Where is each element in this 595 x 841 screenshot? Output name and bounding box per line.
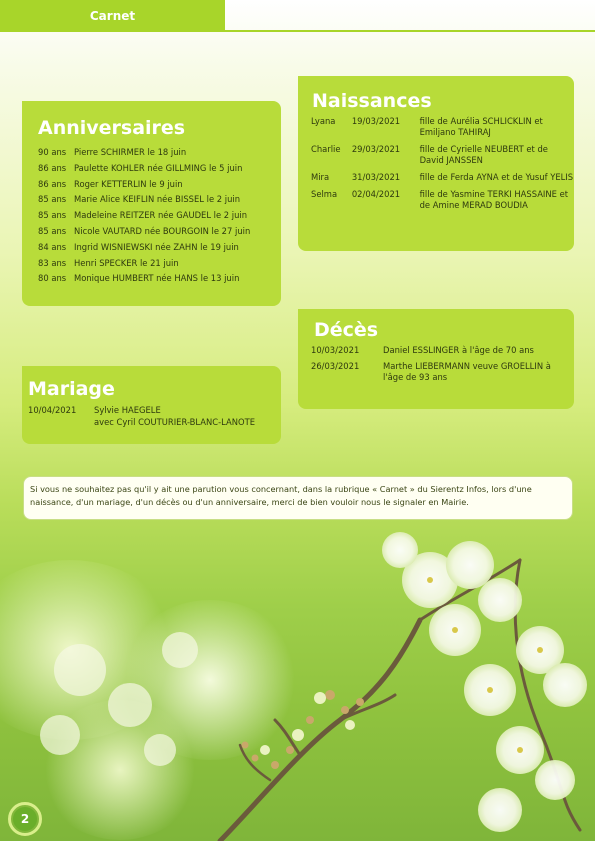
- blossom-branch-photo: [0, 520, 595, 841]
- parents: fille de Cyrielle NEUBERT et de David JANSSEN: [419, 144, 548, 165]
- age: 85 ans: [38, 194, 67, 205]
- birth-date: 29/03/2021: [351, 144, 401, 154]
- birth-date: 02/04/2021: [351, 189, 401, 199]
- list-item: [38, 163, 281, 174]
- entry-text: Paulette KOHLER née GILLMING le 5 juin: [74, 162, 243, 173]
- birth-date: 31/03/2021: [351, 172, 401, 182]
- child-name: Charlie: [311, 144, 341, 154]
- age: 90 ans: [38, 147, 67, 157]
- age: 85 ans: [38, 225, 67, 236]
- mariage-title: Mariage: [28, 378, 115, 400]
- death-date: 26/03/2021: [311, 360, 360, 371]
- naissances-list: [298, 116, 574, 211]
- age: 86 ans: [38, 162, 67, 173]
- list-item: [38, 273, 281, 284]
- spouse-2: avec Cyril COUTURIER-BLANC-LANOTE: [94, 417, 255, 427]
- list-item: [311, 361, 574, 383]
- list-item: [311, 172, 574, 183]
- entry-text: Henri SPECKER le 21 juin: [74, 257, 179, 268]
- notice-text: Si vous ne souhaitez pas qu'il y ait une parution vous concernant, dans la rubrique « Carnet » du Sierentz Infos, lors d'une naissance, d'un mariage, d'un décès ou d'un anniversaire, merci de bien vouloir nous le signaler en Mairie.: [30, 484, 532, 507]
- couple: [94, 404, 255, 428]
- list-item: [311, 189, 574, 211]
- anniversaires-list: [22, 147, 281, 284]
- age: 80 ans: [38, 273, 67, 284]
- anniversaires-box: [22, 101, 281, 306]
- age: 83 ans: [38, 257, 67, 268]
- list-item: [28, 404, 281, 428]
- entry-text: Monique HUMBERT née HANS le 13 juin: [74, 273, 240, 284]
- age: 86 ans: [38, 178, 67, 189]
- list-item: [311, 116, 574, 138]
- list-item: [38, 147, 281, 158]
- child-name: Mira: [311, 172, 330, 182]
- wedding-date: 10/04/2021: [28, 405, 77, 415]
- parents: fille de Ferda AYNA et de Yusuf YELIS: [419, 172, 574, 182]
- list-item: [38, 179, 281, 190]
- list-item: [38, 210, 281, 221]
- entry-text: Pierre SCHIRMER le 18 juin: [74, 147, 187, 157]
- list-item: [38, 194, 281, 205]
- age: 84 ans: [38, 241, 67, 252]
- list-item: [38, 226, 281, 237]
- list-item: [38, 242, 281, 253]
- birth-date: 19/03/2021: [351, 116, 401, 126]
- deces-list: [298, 345, 574, 383]
- anniversaires-title: Anniversaires: [38, 117, 186, 139]
- child-name: Lyana: [311, 116, 336, 126]
- mariage-list: [22, 404, 281, 428]
- entry-text: Roger KETTERLIN le 9 juin: [74, 178, 183, 189]
- entry-text: Nicole VAUTARD née BOURGOIN le 27 juin: [74, 225, 251, 236]
- age: 85 ans: [38, 210, 67, 221]
- deces-box: [298, 309, 574, 409]
- mariage-box: [22, 366, 281, 444]
- entry-text: Daniel ESSLINGER à l'âge de 70 ans: [383, 345, 534, 355]
- entry-text: Marie Alice KEIFLIN née BISSEL le 2 juin: [74, 194, 241, 205]
- naissances-title: Naissances: [312, 90, 432, 112]
- entry-text: Ingrid WISNIEWSKI née ZAHN le 19 juin: [74, 241, 239, 252]
- deces-title: Décès: [314, 319, 379, 341]
- list-item: [311, 345, 574, 356]
- entry-text: Marthe LIEBERMANN veuve GROELLIN à l'âge de 93 ans: [383, 360, 551, 382]
- entry-text: Madeleine REITZER née GAUDEL le 2 juin: [74, 210, 248, 221]
- naissances-box: [298, 76, 574, 251]
- notice-box: [23, 476, 573, 520]
- parents: fille de Aurélia SCHLICKLIN et Emiljano TAHIRAJ: [419, 116, 543, 137]
- header-divider: [225, 30, 595, 32]
- list-item: [38, 258, 281, 269]
- spouse-1: Sylvie HAEGELE: [94, 405, 161, 415]
- section-header-tab: [0, 0, 225, 32]
- page-number-badge: [8, 802, 42, 836]
- page-number: 2: [20, 812, 30, 826]
- parents: fille de Yasmine TERKI HASSAINE et de Amine MERAD BOUDIA: [419, 189, 569, 210]
- child-name: Selma: [311, 189, 338, 199]
- list-item: [311, 144, 574, 166]
- section-title: Carnet: [89, 9, 136, 23]
- death-date: 10/03/2021: [311, 345, 360, 355]
